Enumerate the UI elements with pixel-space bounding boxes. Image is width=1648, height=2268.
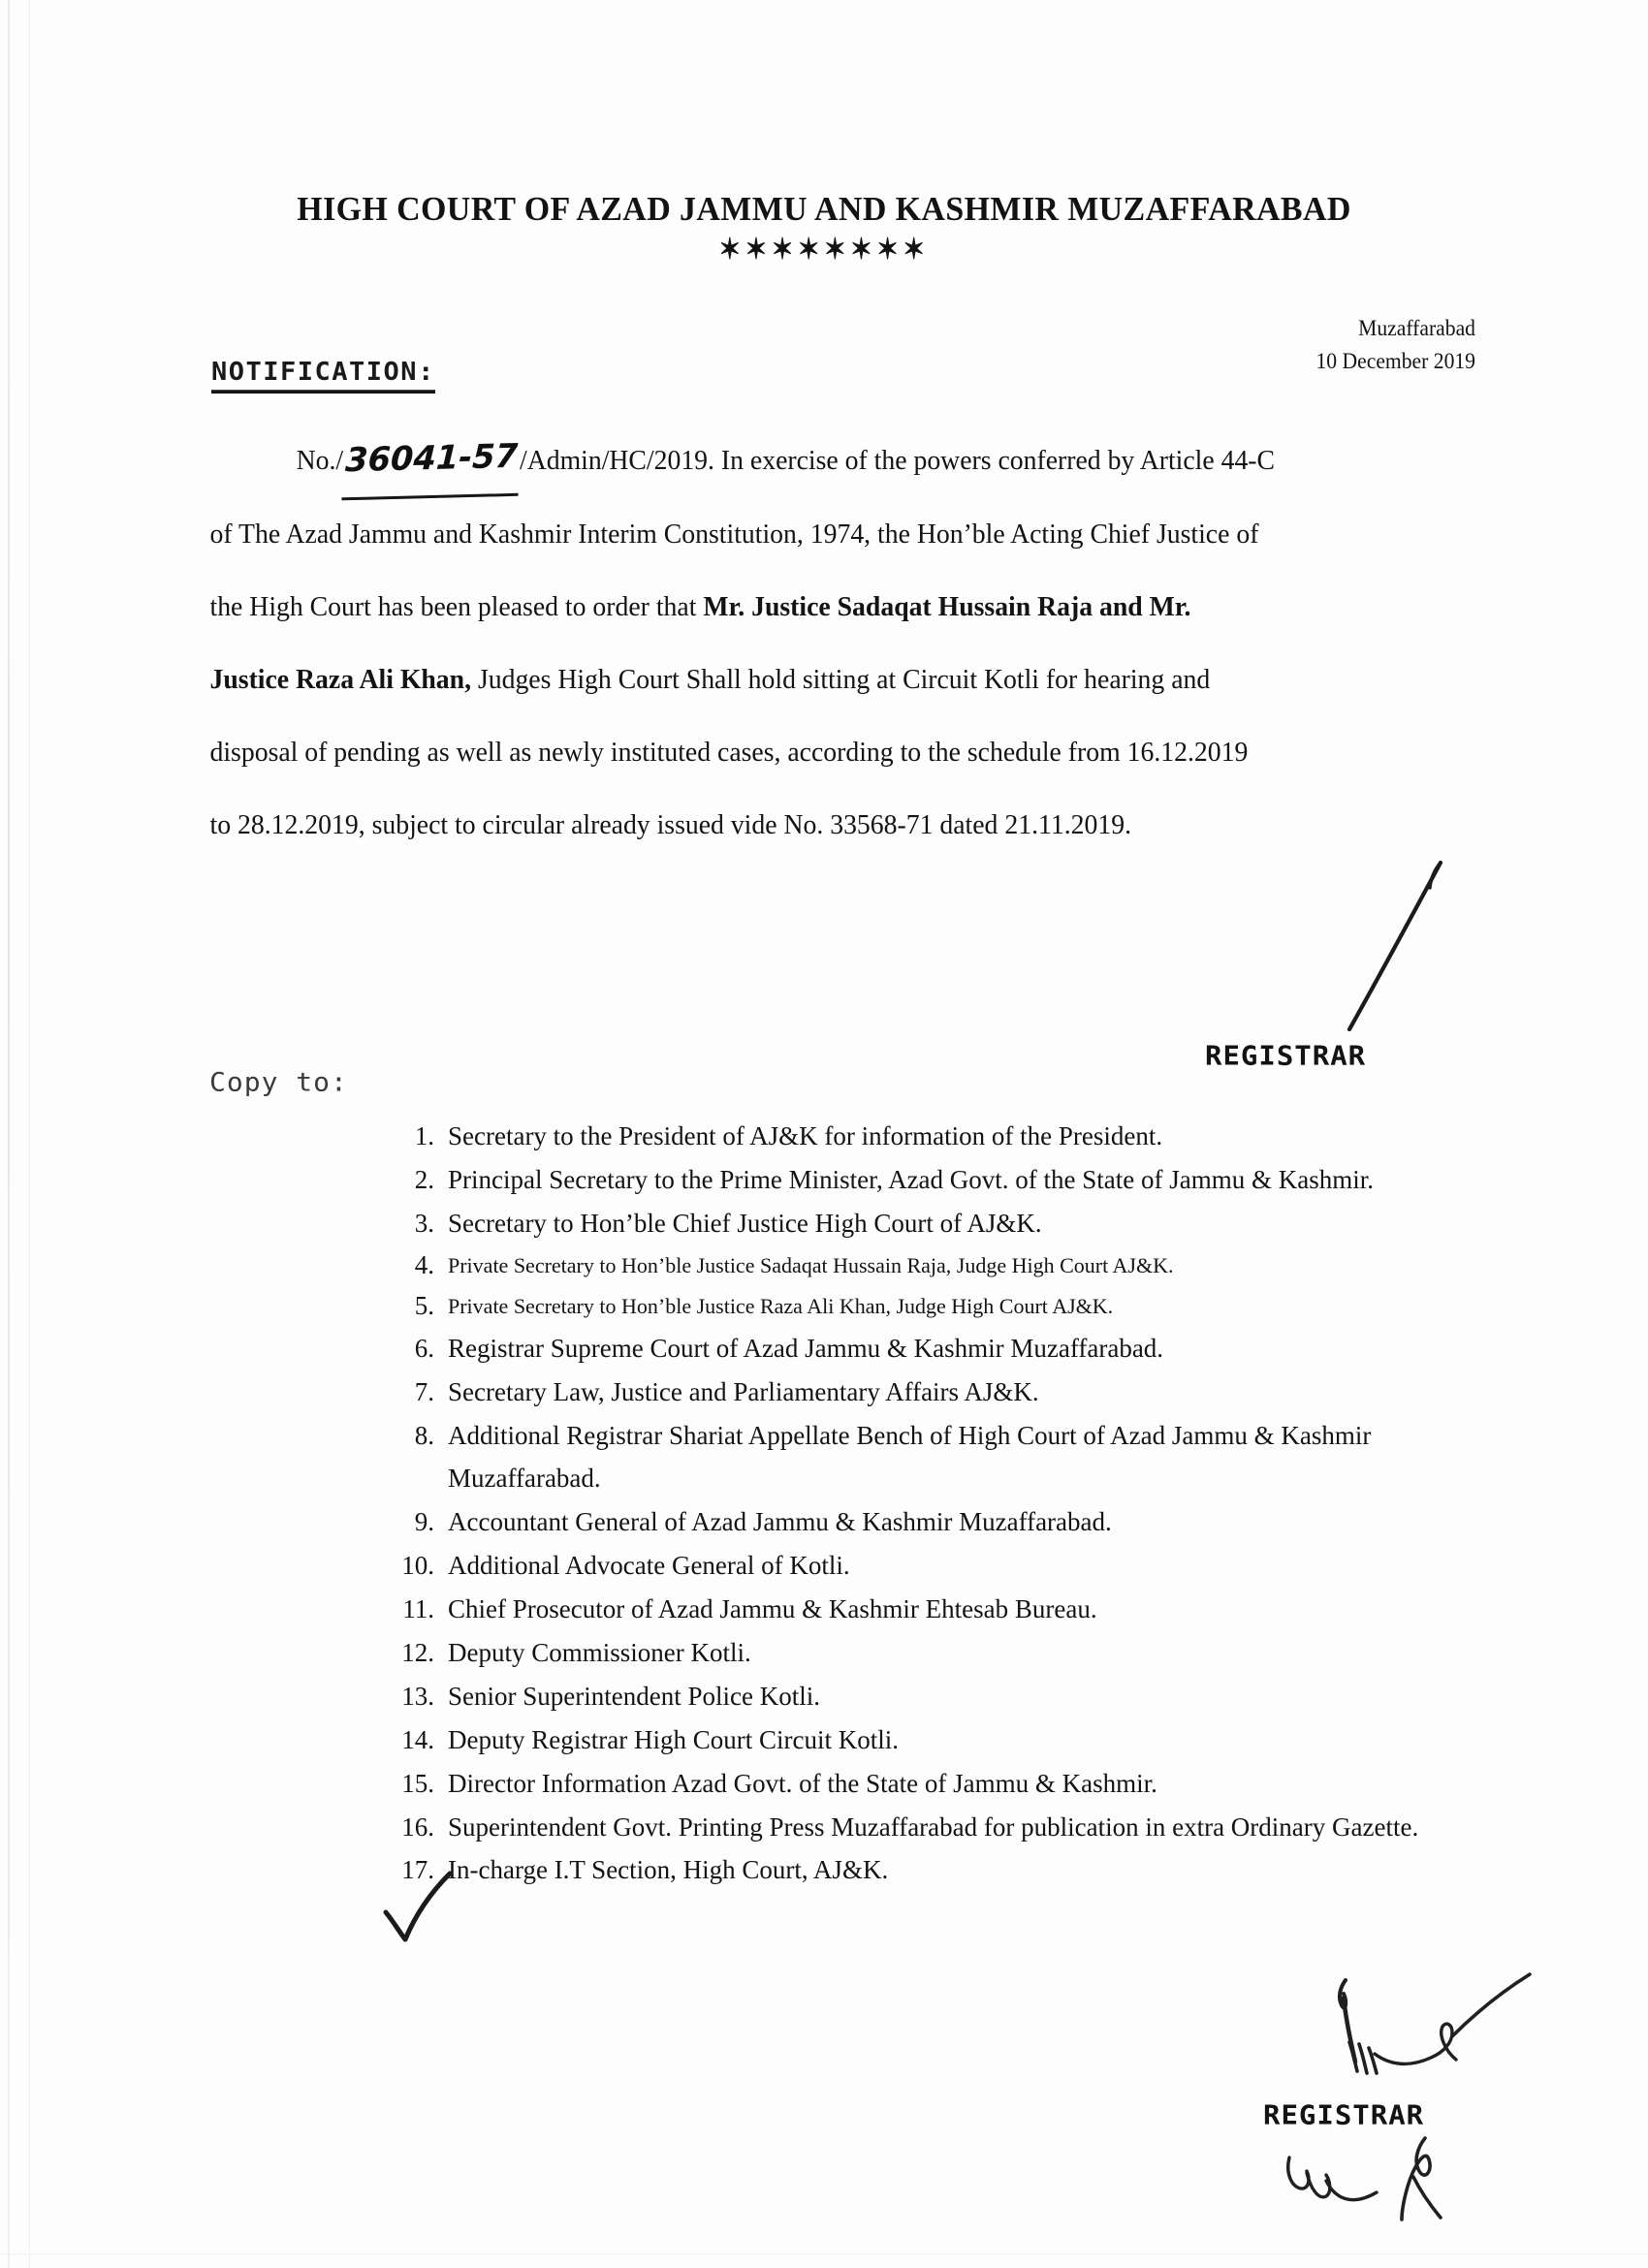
list-item [388,1806,1474,1848]
list-item [388,1158,1474,1201]
scan-edge-artifact [8,0,10,2268]
list-item-label: Registrar Supreme Court of Azad Jammu & Kashmir Muzaffarabad. [448,1334,1164,1363]
notification-body [210,423,1458,862]
list-item-number: 14. [401,1725,434,1754]
list-item-label: Director Information Azad Govt. of the State of Jammu & Kashmir. [448,1769,1157,1798]
body-line-2: of The Azad Jammu and Kashmir Interim Constitution, 1974, the Hon’ble Acting Chief Justice of [209,520,1259,550]
list-item-label: Principal Secretary to the Prime Minister, Azad Govt. of the State of Jammu & Kashmir. [448,1165,1374,1194]
body-line-4-rest: Judges High Court Shall hold sitting at Circuit Kotli for hearing and [471,665,1211,695]
list-item-label: In-charge I.T Section, High Court, AJ&K. [448,1855,889,1884]
place-date-block [1316,312,1476,378]
judge-name-part-2: Justice Raza Ali Khan, [209,665,472,695]
list-item-number: 12. [401,1638,434,1667]
registrar-caption-top: REGISTRAR [1205,1039,1367,1072]
list-item [388,1762,1474,1805]
list-item-label: Accountant General of Azad Jammu & Kashmir Muzaffarabad. [448,1507,1112,1536]
list-item-number: 10. [401,1551,434,1580]
list-item [388,1202,1474,1244]
list-item [388,1718,1474,1761]
place-text: Muzaffarabad [1358,316,1475,340]
scan-edge-artifact-secondary [29,0,30,2268]
notification-label: NOTIFICATION: [211,358,435,394]
list-item [388,1327,1474,1370]
list-item [388,1245,1474,1285]
list-item-number: 9. [414,1507,434,1536]
list-item-number: 8. [414,1421,434,1450]
list-item [388,1286,1474,1326]
list-item-number: 2. [414,1165,434,1194]
list-item [388,1414,1474,1499]
date-text: 10 December 2019 [1315,349,1475,373]
registrar-caption-bottom: REGISTRAR [1263,2098,1425,2131]
signature-top-icon [1289,1972,1541,2108]
list-item-label: Senior Superintendent Police Kotli. [448,1682,820,1711]
body-line-3 [210,571,1458,644]
handwritten-reference-number: 36041-57 [341,421,521,501]
list-item-label: Private Secretary to Hon’ble Justice Raza Ali Khan, Judge High Court AJ&K. [448,1294,1114,1318]
pen-stroke-icon [1338,835,1474,1039]
signature-bottom-icon [1280,2132,1493,2239]
list-item [388,1544,1474,1587]
reference-suffix: /Admin/HC/2019. In exercise of the powers conferred by Article 44-C [519,446,1276,476]
list-item-number: 6. [414,1334,434,1363]
list-item-number: 13. [401,1682,434,1711]
list-item-label: Additional Advocate General of Kotli. [448,1551,850,1580]
list-item-number: 4. [414,1250,434,1279]
list-item-label: Secretary to the President of AJ&K for information of the President. [448,1121,1163,1150]
list-item [388,1500,1474,1543]
body-line-1 [210,423,1458,498]
body-line-5: disposal of pending as well as newly instituted cases, according to the schedule from 16.12.2019 [209,738,1249,768]
body-line-3-prefix: the High Court has been pleased to order that [209,592,704,622]
list-item-label: Deputy Registrar High Court Circuit Kotli. [448,1725,899,1754]
title-star-divider: ✶✶✶✶✶✶✶✶ [718,234,930,266]
list-item-label: Secretary to Hon’ble Chief Justice High Court of AJ&K. [448,1209,1042,1238]
list-item-number: 3. [414,1209,434,1238]
list-item-label: Chief Prosecutor of Azad Jammu & Kashmir Ehtesab Bureau. [448,1594,1097,1623]
body-line-6: to 28.12.2019, subject to circular already issued vide No. 33568-71 dated 21.11.2019. [209,810,1131,840]
list-item-number: 5. [414,1291,434,1320]
body-line-4 [210,644,1458,716]
judge-name-part-1: Mr. Justice Sadaqat Hussain Raja and Mr. [703,592,1191,622]
list-item [388,1588,1474,1630]
list-item [388,1370,1474,1413]
list-item-label: Additional Registrar Shariat Appellate Bench of High Court of Azad Jammu & Kashmir Muzaffarabad. [448,1421,1372,1493]
reference-prefix: No./ [296,446,344,476]
list-item-label: Deputy Commissioner Kotli. [448,1638,751,1667]
list-item-number: 15. [401,1769,434,1798]
list-item-label: Private Secretary to Hon’ble Justice Sadaqat Hussain Raja, Judge High Court AJ&K. [448,1253,1174,1277]
page-title: HIGH COURT OF AZAD JAMMU AND KASHMIR MUZAFFARABAD [297,190,1351,228]
list-item-number: 16. [401,1812,434,1842]
copy-to-list [388,1115,1474,1892]
list-item-label: Superintendent Govt. Printing Press Muzaffarabad for publication in extra Ordinary Gazette. [448,1812,1419,1842]
list-item [388,1849,1474,1891]
list-item [388,1675,1474,1717]
list-item-number: 7. [414,1377,434,1406]
list-item-number: 1. [414,1121,434,1150]
list-item-number: 17. [401,1855,434,1884]
copy-to-heading: Copy to: [209,1066,348,1098]
list-item [388,1115,1474,1157]
scan-edge-bottom-artifact [0,2253,1648,2254]
list-item-label: Secretary Law, Justice and Parliamentary Affairs AJ&K. [448,1377,1039,1406]
list-item-number: 11. [402,1594,434,1623]
list-item [388,1631,1474,1674]
